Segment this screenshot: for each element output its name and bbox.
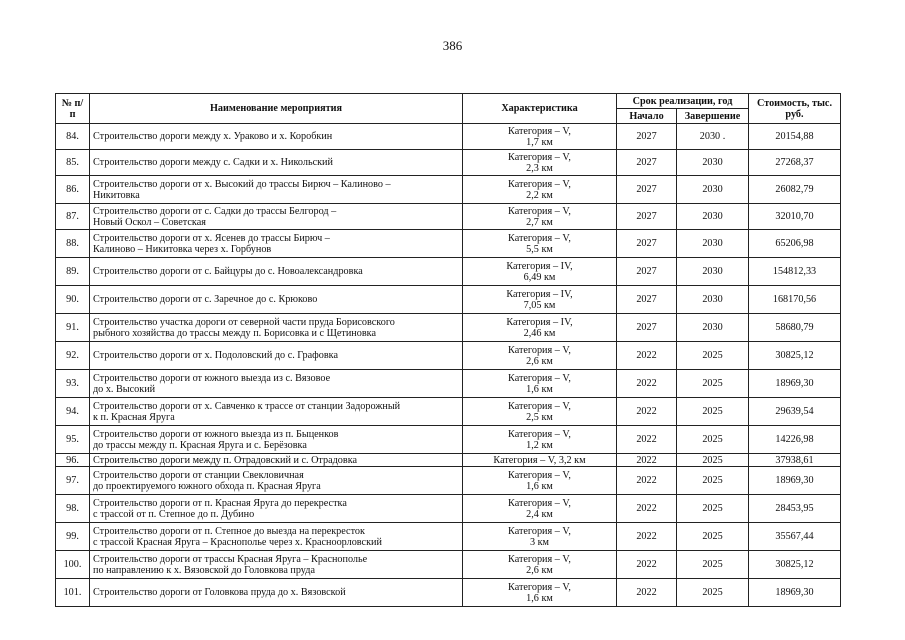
row-start-year: 2027 <box>617 314 677 342</box>
table-row <box>56 370 841 398</box>
row-end-year: 2030 <box>677 176 749 204</box>
row-start-year: 2022 <box>617 523 677 551</box>
header-characteristic: Характеристика <box>463 94 617 124</box>
row-characteristic: Категория – V, 1,6 км <box>463 370 617 398</box>
row-characteristic: Категория – V, 2,6 км <box>463 551 617 579</box>
row-characteristic: Категория – IV, 7,05 км <box>463 286 617 314</box>
row-characteristic: Категория – V, 2,5 км <box>463 398 617 426</box>
row-characteristic: Категория – V, 1,6 км <box>463 579 617 607</box>
row-cost: 18969,30 <box>749 579 841 607</box>
row-cost: 168170,56 <box>749 286 841 314</box>
row-number: 92. <box>56 342 90 370</box>
row-number: 101. <box>56 579 90 607</box>
row-start-year: 2022 <box>617 398 677 426</box>
row-name: Строительство дороги от трассы Красная Яруга – Краснополье по направлению к х. Вязовской до Головкова пруда <box>90 551 463 579</box>
table-row <box>56 551 841 579</box>
row-name: Строительство дороги между с. Садки и х. Никольский <box>90 150 463 176</box>
row-cost: 28453,95 <box>749 495 841 523</box>
row-characteristic: Категория – V, 2,4 км <box>463 495 617 523</box>
row-start-year: 2022 <box>617 342 677 370</box>
row-end-year: 2025 <box>677 467 749 495</box>
row-end-year: 2025 <box>677 551 749 579</box>
row-end-year: 2025 <box>677 579 749 607</box>
header-start: Начало <box>617 109 677 124</box>
row-start-year: 2022 <box>617 370 677 398</box>
table-row <box>56 342 841 370</box>
table-row <box>56 204 841 230</box>
row-start-year: 2027 <box>617 124 677 150</box>
table-row <box>56 150 841 176</box>
row-number: 86. <box>56 176 90 204</box>
row-name: Строительство дороги от с. Заречное до с. Крюково <box>90 286 463 314</box>
row-cost: 35567,44 <box>749 523 841 551</box>
row-characteristic: Категория – V, 2,3 км <box>463 150 617 176</box>
header-num: № п/п <box>56 94 90 124</box>
row-end-year: 2030 <box>677 286 749 314</box>
row-end-year: 2025 <box>677 342 749 370</box>
row-name: Строительство дороги от станции Свекловичная до проектируемого южного обхода п. Красная Яруга <box>90 467 463 495</box>
row-name: Строительство дороги от п. Степное до выезда на перекресток с трассой Красная Яруга – Краснополье через х. Красноорловский <box>90 523 463 551</box>
row-number: 97. <box>56 467 90 495</box>
row-start-year: 2027 <box>617 230 677 258</box>
row-cost: 30825,12 <box>749 551 841 579</box>
row-end-year: 2030 <box>677 314 749 342</box>
row-number: 85. <box>56 150 90 176</box>
row-name: Строительство дороги от х. Высокий до трассы Бирюч – Калиново – Никитовка <box>90 176 463 204</box>
row-number: 88. <box>56 230 90 258</box>
row-number: 93. <box>56 370 90 398</box>
row-number: 95. <box>56 426 90 454</box>
row-cost: 18969,30 <box>749 467 841 495</box>
row-characteristic: Категория – V, 2,7 км <box>463 204 617 230</box>
row-cost: 32010,70 <box>749 204 841 230</box>
row-end-year: 2030 <box>677 230 749 258</box>
header-cost: Стоимость, тыс. руб. <box>749 94 841 124</box>
row-end-year: 2030 <box>677 150 749 176</box>
row-name: Строительство дороги от Головкова пруда до х. Вязовской <box>90 579 463 607</box>
row-cost: 26082,79 <box>749 176 841 204</box>
row-start-year: 2022 <box>617 467 677 495</box>
row-end-year: 2025 <box>677 370 749 398</box>
row-cost: 154812,33 <box>749 258 841 286</box>
row-cost: 18969,30 <box>749 370 841 398</box>
row-cost: 29639,54 <box>749 398 841 426</box>
row-end-year: 2030 <box>677 204 749 230</box>
row-start-year: 2022 <box>617 551 677 579</box>
row-characteristic: Категория – V, 1,7 км <box>463 124 617 150</box>
table-row <box>56 495 841 523</box>
row-name: Строительство дороги от с. Байцуры до с. Новоалександровка <box>90 258 463 286</box>
row-number: 91. <box>56 314 90 342</box>
row-name: Строительство дороги между п. Отрадовский и с. Отрадовка <box>90 454 463 467</box>
row-characteristic: Категория – IV, 2,46 км <box>463 314 617 342</box>
table-row <box>56 230 841 258</box>
row-cost: 37938,61 <box>749 454 841 467</box>
row-number: 94. <box>56 398 90 426</box>
row-cost: 27268,37 <box>749 150 841 176</box>
table-row <box>56 454 841 467</box>
row-name: Строительство дороги от х. Ясенев до трассы Бирюч – Калиново – Никитовка через х. Горбунов <box>90 230 463 258</box>
row-start-year: 2027 <box>617 176 677 204</box>
row-number: 98. <box>56 495 90 523</box>
row-number: 90. <box>56 286 90 314</box>
row-name: Строительство дороги от п. Красная Яруга до перекрестка с трассой от п. Степное до п. Дубино <box>90 495 463 523</box>
header-end: Завершение <box>677 109 749 124</box>
row-start-year: 2027 <box>617 204 677 230</box>
header-name: Наименование мероприятия <box>90 94 463 124</box>
row-cost: 65206,98 <box>749 230 841 258</box>
row-number: 84. <box>56 124 90 150</box>
table-row <box>56 314 841 342</box>
row-characteristic: Категория – IV, 6,49 км <box>463 258 617 286</box>
row-name: Строительство дороги от х. Савченко к трассе от станции Задорожный к п. Красная Яруга <box>90 398 463 426</box>
row-cost: 14226,98 <box>749 426 841 454</box>
row-number: 87. <box>56 204 90 230</box>
row-name: Строительство участка дороги от северной части пруда Борисовского рыбного хозяйства до трассы между п. Борисовка и с Щетиновка <box>90 314 463 342</box>
row-number: 99. <box>56 523 90 551</box>
table-row <box>56 426 841 454</box>
row-end-year: 2025 <box>677 495 749 523</box>
row-characteristic: Категория – V, 2,6 км <box>463 342 617 370</box>
row-end-year: 2025 <box>677 426 749 454</box>
row-cost: 30825,12 <box>749 342 841 370</box>
row-characteristic: Категория – V, 1,6 км <box>463 467 617 495</box>
row-end-year: 2030 . <box>677 124 749 150</box>
row-start-year: 2027 <box>617 286 677 314</box>
table-body <box>56 124 841 607</box>
table-row <box>56 523 841 551</box>
row-characteristic: Категория – V, 3 км <box>463 523 617 551</box>
table-row <box>56 286 841 314</box>
row-cost: 58680,79 <box>749 314 841 342</box>
row-name: Строительство дороги от южного выезда из п. Быценков до трассы между п. Красная Яруга и с. Берёзовка <box>90 426 463 454</box>
row-start-year: 2022 <box>617 495 677 523</box>
table-row <box>56 579 841 607</box>
row-name: Строительство дороги от х. Подоловский до с. Графовка <box>90 342 463 370</box>
row-end-year: 2025 <box>677 454 749 467</box>
row-cost: 20154,88 <box>749 124 841 150</box>
table-row <box>56 176 841 204</box>
row-start-year: 2027 <box>617 258 677 286</box>
row-number: 100. <box>56 551 90 579</box>
table-row <box>56 398 841 426</box>
row-name: Строительство дороги от южного выезда из с. Вязовое до х. Высокий <box>90 370 463 398</box>
header-period: Срок реализации, год <box>617 94 749 109</box>
row-number: 96. <box>56 454 90 467</box>
row-number: 89. <box>56 258 90 286</box>
page-number: 386 <box>442 38 463 53</box>
row-characteristic: Категория – V, 1,2 км <box>463 426 617 454</box>
row-end-year: 2025 <box>677 398 749 426</box>
row-start-year: 2027 <box>617 150 677 176</box>
row-characteristic: Категория – V, 2,2 км <box>463 176 617 204</box>
table-row <box>56 467 841 495</box>
row-start-year: 2022 <box>617 454 677 467</box>
row-name: Строительство дороги от с. Садки до трассы Белгород – Новый Оскол – Советская <box>90 204 463 230</box>
table-row <box>56 258 841 286</box>
row-characteristic: Категория – V, 5,5 км <box>463 230 617 258</box>
row-start-year: 2022 <box>617 426 677 454</box>
row-end-year: 2025 <box>677 523 749 551</box>
row-characteristic: Категория – V, 3,2 км <box>463 454 617 467</box>
row-end-year: 2030 <box>677 258 749 286</box>
table-row <box>56 124 841 150</box>
measures-table <box>55 93 841 607</box>
row-start-year: 2022 <box>617 579 677 607</box>
row-name: Строительство дороги между х. Ураково и х. Коробкин <box>90 124 463 150</box>
